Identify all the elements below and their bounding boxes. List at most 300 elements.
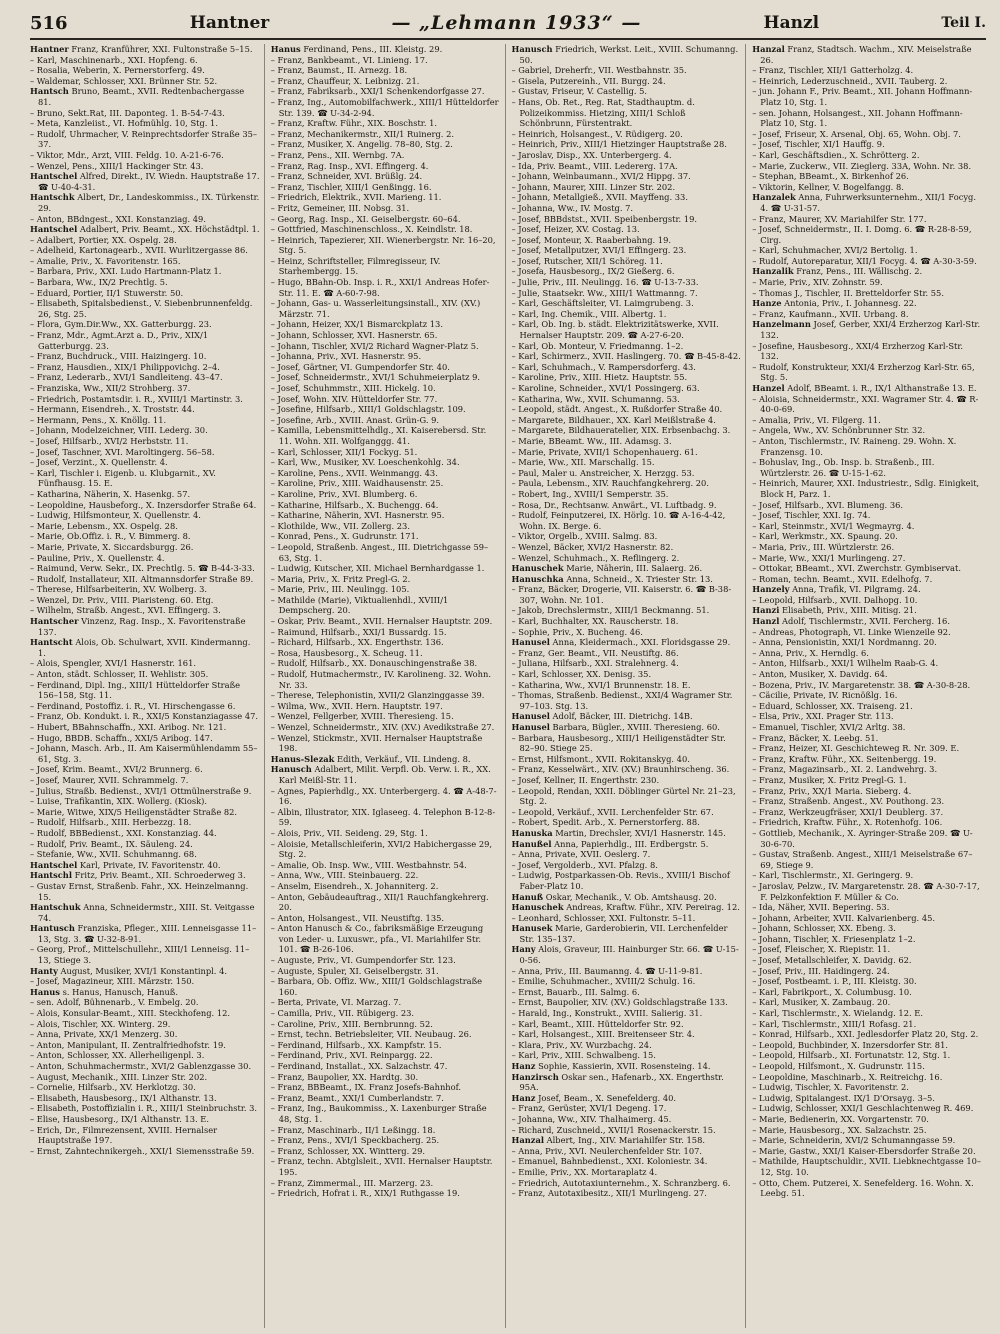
entry-details: – Rudolf, Konstrukteur, XXI/4 Erzherzog Karl-Str. 65, Stg. 5. (752, 361, 975, 383)
entry-details: – Franz, Priv., XX/1 Maria. Sieberg. 4. (752, 785, 912, 796)
directory-entry (271, 923, 501, 955)
entry-details: Ferdinand, Pens., III. Kleistg. 29. (303, 44, 443, 54)
entry-surname: Hanus (30, 986, 60, 997)
directory-entry (30, 1050, 260, 1061)
directory-entry (512, 722, 742, 733)
entry-details: – Franz, Lederarb., XVI/1 Sandleiteng. 43–47. (30, 372, 223, 383)
entry-surname: Hanzalik (752, 266, 794, 277)
entry-details: – Rudolf, Feinputzerei, IX. Hörlg. 10. ☎ A-16-4-42, Wohn. IX. Berge. 6. (511, 510, 726, 531)
directory-entry (512, 1019, 742, 1030)
entry-details: – Katharine, Näherin, XVI. Hasnerstr. 95. (270, 510, 445, 521)
directory-entry (30, 1082, 260, 1093)
entry-details: – Karl, Schlosser, XII/1 Fockyg. 51. (270, 446, 418, 457)
directory-entry (512, 76, 742, 87)
entry-details: – Leonhard, Schlosser, XXI. Fultonstr. 5–11. (511, 912, 696, 923)
entry-details: – Josef, Krim. Beamt., XVI/2 Brunnerg. 6. (30, 764, 203, 775)
directory-entry (271, 1082, 501, 1093)
directory-entry (512, 574, 742, 585)
entry-details: Anna, Kleidermach., XXI. Floridsgasse 29. (552, 637, 731, 648)
directory-entry (30, 796, 260, 807)
entry-details: – Agnes, Papierhdlg., XX. Unterbergerg. 4. ☎ A-48-7-16. (270, 785, 497, 807)
entry-details: – Auguste, Priv., VI. Gumpendorfer Str. 123. (270, 955, 456, 966)
entry-details: Franz, Kranführer, XXI. Fultonstraße 5–15. (71, 44, 253, 54)
entry-details: – Adelheid, Kartonagearb., XVII. Wurlitzergasse 86. (30, 245, 248, 256)
directory-entry (271, 182, 501, 193)
directory-entry (30, 574, 260, 585)
entry-details: – Luise, Trafikantin, XIX. Wollerg. (Kiosk). (30, 796, 207, 807)
entry-details: – Leopold, Hilfsarb., XI. Fortunatstr. 12, Stg. 1. (752, 1050, 951, 1061)
directory-entry (30, 55, 260, 66)
entry-details: – Josef, Maurer, XVII. Schrammelg. 7. (30, 774, 189, 785)
directory-entry (271, 330, 501, 341)
directory-entry (752, 807, 982, 818)
entry-details: Anna, Schneidermstr., XIII. St. Veitgasse 74. (38, 902, 255, 923)
directory-entry (752, 605, 982, 616)
entry-details: – Julie, Priv., III. Neulingg. 16. ☎ U-13-7-33. (511, 277, 699, 288)
directory-entry (30, 839, 260, 850)
entry-details: – Karoline, Schneider., XVI/1 Possingerg. 63. (511, 383, 700, 393)
directory-entry (271, 351, 501, 362)
directory-entry (30, 383, 260, 394)
entry-details: Adolf, Tischlermstr., XVII. Fercherg. 16. (782, 616, 950, 627)
entry-details: – Josef, Heizer, XV. Costag. 13. (511, 224, 640, 235)
entry-details: – Rudolf, Hilfsarb., XX. Donauschingenstraße 38. (270, 658, 478, 669)
directory-entry (30, 743, 260, 764)
entry-details: Josef, Beam., X. Senefelderg. 40. (538, 1092, 677, 1103)
directory-entry (30, 1072, 260, 1083)
directory-entry (512, 129, 742, 140)
entry-details: – Johann, Tischler, X. Friesenplatz 1–2. (752, 933, 916, 944)
directory-entry (30, 425, 260, 436)
entry-details: – Karl, Geschäftsleiter, VI. Laimgrubeng. 3. (511, 298, 694, 309)
entry-details: – Heinrich, Holsangest., V. Rüdigerg. 20. (511, 128, 683, 139)
entry-details: – Johann, Maurer, XIII. Linzer Str. 202. (511, 181, 676, 192)
entry-details: – Erich, Dr., Filmrezensent, XVIII. Hernalser Hauptstraße 197. (30, 1124, 218, 1146)
directory-entry (752, 1029, 982, 1040)
directory-entry (752, 288, 982, 299)
page-header (30, 8, 986, 40)
entry-details: – Anna, Priv., XVI. Neulerchenfelder Str. 107. (511, 1145, 703, 1156)
entry-details: – Raimund, Verw. Sekr., IX. Prechtlg. 5. ☎ B-44-3-33. (30, 563, 255, 574)
entry-details: Alois, Graveur, III. Hainburger Str. 66. ☎ U-15-0-56. (519, 944, 739, 966)
entry-details: – Karl, Steinmstr., XVI/1 Wegmayrg. 4. (752, 520, 915, 531)
entry-details: – Margarete, Bildhaueratelier, XIX. Erbsenbachg. 3. (511, 425, 731, 436)
entry-details: – Ernst, Hilfsmont., XVII. Rokitanskyg. 40. (511, 753, 690, 764)
entry-details: – Caroline, Priv., XIII. Bernbrunng. 52. (270, 1018, 433, 1029)
directory-entry (512, 150, 742, 161)
entry-details: – Rosa, Hausbesorg., X. Scheug. 11. (270, 647, 423, 658)
entry-details: – Karl, Priv., XIII. Schwalbeng. 15. (511, 1050, 656, 1061)
directory-entry (512, 1040, 742, 1051)
directory-entry (30, 1146, 260, 1157)
entry-surname: Hanusel (511, 637, 550, 648)
entry-details: – Johanna, Priv., XVI. Hasnerstr. 95. (270, 351, 422, 362)
entry-details: – Elise, Hausbesorg., IX/1 Althanstr. 13. E. (30, 1113, 209, 1124)
directory-entry (271, 383, 501, 394)
directory-entry (752, 341, 982, 362)
directory-entry (512, 1156, 742, 1167)
entry-details: – Friedrich, Autotaxiunternehm., X. Schranzberg. 6. (511, 1177, 731, 1188)
directory-entry (271, 1188, 501, 1199)
entry-details: – Gottlieb, Mechanik., X. Ayringer-Straße 209. ☎ U-30-6-70. (752, 827, 973, 849)
entry-details: – Stephan, BBeamt., X. Birkenhof 26. (752, 171, 909, 182)
directory-entry (271, 489, 501, 500)
directory-entry (271, 637, 501, 648)
entry-details: – Amalia, Priv., VI. Filgerg. 11. (752, 414, 881, 425)
entry-details: – Cornelie, Hilfsarb., XV. Herklotzg. 30. (30, 1082, 196, 1093)
entry-surname: Hanzirsch (511, 1071, 559, 1082)
directory-entry (30, 881, 260, 902)
directory-entry (30, 351, 260, 362)
directory-entry (752, 298, 982, 309)
entry-details: – Franz, Mechanikermstr., XII/1 Ruinerg. 2. (270, 128, 455, 139)
entry-details: – Anton, Schlosser, XX. Allerheiligenpl. 3. (30, 1050, 205, 1061)
entry-details: Adolf, Bäcker, III. Dietrichg. 14B. (552, 711, 693, 722)
entry-details: – Franz, Schneider, XVI. Brüßlg. 24. (270, 171, 423, 182)
directory-entry (752, 1146, 982, 1157)
entry-details: – Heinrich, Maurer, XXI. Industriestr., Sdlg. Einigkeit, Block H, Parz. 1. (752, 478, 980, 499)
entry-details: – Emanuel, Tischler, XVI/2 Arltg. 38. (752, 722, 906, 732)
entry-details: – Rudolf, Hilfsarb., XIII. Herbezzg. 18. (30, 817, 192, 828)
entry-details: – Wenzel, Schuhmach., X. Reflingerg. 2. (511, 552, 680, 563)
directory-entry (271, 1156, 501, 1177)
directory-entry (512, 139, 742, 150)
directory-entry (271, 457, 501, 468)
directory-entry (271, 256, 501, 277)
entry-details: – Josef, Vergolderb., XVI. Pfalzg. 8. (511, 859, 658, 870)
entry-details: – Marie, Private, X. Siccardsburgg. 26. (30, 541, 194, 552)
directory-entry (752, 1178, 982, 1199)
entry-surname: Hanzalek (752, 192, 796, 203)
entry-surname: Hantscher (30, 616, 79, 627)
entry-details: – Ludwig, Tischler, X. Favoritenstr. 2. (752, 1082, 909, 1093)
entry-details: Alois, Ob. Schulwart, XVII. Kindermanng. 1. (38, 637, 251, 658)
directory-entry (512, 65, 742, 76)
entry-details: – Marie, Witwe, XIX/5 Heiligenstädter Straße 82. (30, 806, 238, 817)
entry-details: – Hermann, Pens., X. Knöllg. 11. (30, 414, 167, 425)
directory-entry (271, 1050, 501, 1061)
directory-entry (30, 563, 260, 574)
directory-entry (271, 1146, 501, 1157)
directory-entry (752, 627, 982, 638)
entry-details: – Franz, Gerüster, XVI/1 Degeng. 17. (511, 1103, 667, 1114)
directory-entry (752, 161, 982, 172)
entry-details: – Gustav, Straßenb. Angest., XIII/1 Meiselstraße 67–69, Stiege 9. (752, 849, 973, 870)
entry-surname: Hanzelmann (752, 319, 811, 330)
directory-entry (30, 1008, 260, 1019)
entry-details: – Franz, Baupolier, XX. Hardtg. 30. (270, 1071, 419, 1082)
entry-surname: Hanuschka (511, 573, 564, 584)
entry-details: – Karl, Ob. Monteur, V. Friedmanng. 1–2. (511, 340, 684, 351)
entry-details: – Leopold, Straßenb. Angest., III. Dietrichgasse 59–63, Stg. 1. (270, 541, 489, 563)
directory-entry (271, 892, 501, 913)
directory-entry (512, 362, 742, 373)
directory-entry (752, 192, 982, 213)
entry-details: – Aloisie, Metallschleiferin, XVI/2 Habichergasse 29, Stg. 2. (270, 838, 493, 860)
directory-entry (752, 415, 982, 426)
entry-details: Adolf, BBeamt. i. R., IX/1 Althanstraße 13. E. (787, 383, 977, 393)
column-1 (30, 44, 265, 1328)
directory-entry (752, 680, 982, 691)
directory-entry (512, 1178, 742, 1189)
entry-details: – Friedrich, Postamtsdir. i. R., XVIII/1 Martinstr. 3. (30, 393, 243, 404)
entry-details: – Heinrich, Priv., XIII/1 Hietzinger Hauptstraße 28. (511, 139, 727, 150)
directory-entry (752, 1061, 982, 1072)
directory-entry (752, 362, 982, 383)
directory-entry (512, 648, 742, 659)
entry-surname: Hanzal (511, 1135, 544, 1146)
directory-entry (271, 394, 501, 405)
directory-entry (271, 807, 501, 828)
entry-details: – Josef, Schuhmmstr., XIII. Hickelg. 10. (270, 383, 436, 393)
directory-entry (512, 637, 742, 648)
entry-details: – Ludwig, Hilfsmonteur, X. Quellenstr. 4. (30, 510, 201, 521)
directory-entry (752, 436, 982, 457)
directory-entry (512, 828, 742, 839)
entry-details: – Thomas, Straßenb. Bedienst., XXI/4 Wagramer Str. 97–103. Stg. 13. (511, 690, 733, 711)
entry-details: Fritz, Priv. Beamt., XII. Schroederweg 3. (74, 870, 246, 881)
directory-entry (512, 235, 742, 246)
directory-entry (30, 849, 260, 860)
entry-details: – Ferdinand, Priv., XVI. Reinpargg. 22. (270, 1050, 433, 1061)
directory-entry (752, 553, 982, 564)
directory-entry (30, 605, 260, 616)
directory-entry (752, 76, 982, 87)
directory-entry (271, 913, 501, 924)
directory-entry (30, 595, 260, 606)
directory-entry (271, 55, 501, 66)
directory-entry (512, 468, 742, 479)
directory-entry (752, 722, 982, 733)
entry-details: – Mathilde (Marie), Viktualienhdl., XVIII/1 Dempscherg. 20. (270, 594, 449, 616)
directory-entry (30, 902, 260, 923)
entry-details: – Alois, Konsular-Beamt., XIII. Steckhofeng. 12. (30, 1008, 231, 1019)
entry-details: – Ernst, Zahntechnikergeh., XXI/1 Siemensstraße 59. (30, 1145, 255, 1156)
directory-entry (30, 362, 260, 373)
directory-entry (30, 976, 260, 987)
directory-entry (512, 277, 742, 288)
entry-details: – Ferdinand, Installat., XX. Salzachstr. 47. (270, 1061, 448, 1071)
directory-entry (752, 997, 982, 1008)
entry-details: – Franziska, Ww., XII/2 Strohberg. 37. (30, 383, 191, 393)
directory-entry (752, 976, 982, 987)
entry-details: – Anton, Schuhmachermstr., XVI/2 Gablenzgasse 30. (30, 1061, 252, 1071)
entry-details: – Barbara, Ob. Offiz. Ww., XIII/1 Goldschlagstraße 160. (270, 976, 483, 997)
entry-details: – Karl, Tischlermstr., XI. Geringerg. 9. (752, 870, 914, 881)
entry-details: – Marie, Zuckerw., VII. Zieglerg. 33A, Wohn. Nr. 38. (752, 160, 972, 171)
entry-details: – Barbara, Hausbesorg., XIII/1 Heiligenstädter Str. 82–90. Stiege 25. (511, 732, 726, 754)
entry-details: – Franz, Pens., XVI/1 Speckbacherg. 25. (270, 1135, 440, 1146)
entry-details: – Waldemar, Schlosser, XXI. Brünner Str. 52. (30, 75, 218, 86)
directory-entry (512, 1072, 742, 1093)
directory-entry (30, 521, 260, 532)
entry-details: – Johann, Modelzeichner, VIII. Lederg. 30. (30, 425, 208, 436)
entry-details: – Johann, Heizer, XX/1 Bismarckplatz 13. (270, 319, 443, 330)
directory-title: — „Lehmann 1933“ — (391, 12, 642, 34)
directory-entry (271, 584, 501, 595)
entry-surname: Hantusch (30, 923, 75, 934)
directory-entry (30, 457, 260, 468)
directory-entry (752, 955, 982, 966)
entry-details: Marie, Garderobierin, VII. Lerchenfelder Str. 135–137. (519, 923, 728, 944)
entry-details: – Leopold, Hilfsarb., XVII. Dalhopg. 10. (752, 594, 918, 605)
entry-details: – Margarete, Bildhauer., XX. Karl Meißlstraße 4. (511, 414, 716, 425)
entry-surname: Hanuß (511, 891, 544, 902)
directory-entry (271, 298, 501, 319)
entry-details: – Josef, Friseur, X. Arsenal, Obj. 65, Wohn. Obj. 7. (752, 128, 961, 139)
directory-entry (752, 563, 982, 574)
directory-entry (512, 944, 742, 965)
directory-entry (271, 1093, 501, 1104)
entry-details: – Amalie, Priv., X. Favoritenstr. 165. (30, 255, 181, 266)
directory-entry (512, 266, 742, 277)
directory-entry (752, 425, 982, 436)
entry-details: Anna, Schneid., X. Triester Str. 13. (566, 573, 713, 584)
entry-details: – Franz, Ger. Beamt., VII. Neustiftg. 86. (511, 647, 679, 658)
entry-details: – Maria, Priv., X. Fritz Pregl-G. 2. (270, 573, 411, 584)
directory-entry (30, 775, 260, 786)
entry-details: – Rudolf, Uhrmacher, V. Reinprechtsdorfer Straße 35–37. (30, 128, 258, 150)
directory-entry (271, 881, 501, 892)
directory-entry (512, 923, 742, 944)
entry-details: – Konrad, Hilfsarb., XXI. Jedlesdorfer Platz 20, Stg. 2. (752, 1029, 979, 1040)
column-3 (512, 44, 747, 1328)
entry-details: – Barbara, Ww., IX/2 Prechtlg. 5. (30, 277, 168, 288)
entry-details: – Josef, Schneidermstr., XVI/1 Schuhmeierplatz 9. (270, 372, 480, 383)
entry-details: – Franz, Maschinarb., II/1 Leßingg. 18. (270, 1124, 436, 1135)
directory-entry (30, 266, 260, 277)
entry-details: – Otto, Chem. Putzerei, X. Senefelderg. 16. Wohn. X. Leebg. 51. (752, 1177, 974, 1199)
entry-details: – Albin, Illustrator, XIX. Iglaseeg. 4. Telephon B-12-8-59. (270, 806, 496, 828)
entry-details: – Franz, Autotaxibesitz., XII/1 Murlingeng. 27. (511, 1188, 707, 1199)
directory-entry (512, 341, 742, 352)
entry-surname: Hany (511, 944, 536, 955)
entry-details: – jun. Johann F., Priv. Beamt., XII. Johann Hoffmann-Platz 10, Stg. 1. (752, 86, 973, 107)
entry-details: Adalbert, Milit. Verpfl. Ob. Verw. i. R., XX. Karl Meißl-Str. 11. (278, 764, 491, 785)
entry-details: – Wenzel, Dr. Priv., VIII. Piaristeng. 60. Etg. (30, 594, 214, 605)
directory-entry (512, 394, 742, 405)
directory-entry (512, 658, 742, 669)
directory-entry (752, 711, 982, 722)
directory-entry (30, 214, 260, 225)
entry-details: – Franz, Ing., Baukommiss., X. Laxenburger Straße 48, Stg. 1. (270, 1103, 487, 1124)
entry-details: – Ferdinand, Dipl. Ing., XIII/1 Hütteldorfer Straße 156–158, Stg. 11. (30, 679, 241, 701)
directory-entry (30, 828, 260, 839)
entry-details: – Wilma, Ww., XVII. Hern. Hauptstr. 197. (270, 700, 443, 711)
entry-details: – Anton, Gebäudeauftrag., XII/1 Rauchfangkehrerg. 20. (270, 891, 489, 913)
directory-entry (512, 1167, 742, 1178)
directory-entry (271, 521, 501, 532)
directory-entry (512, 892, 742, 903)
entry-details: – Josef, Wohn. XIV. Hütteldorfer Str. 77. (270, 393, 438, 404)
directory-entry (271, 955, 501, 966)
directory-entry (30, 1040, 260, 1051)
directory-entry (271, 839, 501, 860)
directory-entry (752, 1114, 982, 1125)
directory-entry (30, 542, 260, 553)
directory-entry (271, 319, 501, 330)
entry-details: – Josef, Rutscher, XII/1 Schöreg. 11. (511, 255, 663, 266)
directory-entry (512, 1125, 742, 1136)
left-keyword: Hantner (189, 13, 270, 33)
directory-entry (512, 97, 742, 129)
entry-details: – Franz, Bankbeamt., VI. Linieng. 17. (270, 54, 428, 65)
directory-entry (512, 457, 742, 468)
entry-details: – Johann, Metallgieß., XVII. Mayffeng. 33. (511, 192, 688, 203)
directory-entry (512, 754, 742, 765)
entry-details: – Katharina, Ww., XVI/1 Brunnenstr. 18. E. (511, 679, 691, 690)
directory-entry (512, 447, 742, 458)
entry-details: – Gustav, Friseur, V. Castellig. 5. (511, 86, 648, 97)
entry-details: – Eduard, Schlosser, XX. Traiseng. 21. (752, 700, 913, 711)
entry-details: Sophie, Kassierin, XVII. Rosensteing. 14. (538, 1061, 711, 1071)
entry-details: – Franz, Ob. Kondukt. i. R., XXI/5 Konstanziagasse 47. (30, 711, 259, 722)
entry-details: – Raimund, Hilfsarb., XXI/1 Bussardg. 15. (270, 626, 447, 637)
directory-entry (512, 1050, 742, 1061)
entry-details: Anna, Papierhdlg., III. Erdbergstr. 5. (554, 838, 709, 849)
entry-surname: Hanusek (511, 923, 553, 934)
directory-entry (512, 553, 742, 564)
entry-details: Franz, Stadtsch. Wachm., XIV. Meiselstraße 26. (760, 44, 972, 65)
entry-details: – Johann, Weinbaumann., XVI/2 Hippg. 37. (511, 171, 691, 182)
entry-details: – Leopold, Hilfsmont., X. Gudrunstr. 115. (752, 1061, 925, 1071)
directory-entry (30, 817, 260, 828)
entry-details: – Ida, Priv. Beamt., VIII. Ledererg. 17A. (511, 160, 678, 171)
directory-entry (752, 108, 982, 129)
directory-entry (512, 288, 742, 299)
directory-entry (752, 171, 982, 182)
directory-entry (752, 1125, 982, 1136)
directory-entry (752, 478, 982, 499)
entry-details: – Hugo, BBahn-Ob. Insp. i. R., XXI/1 Andreas Hofer-Str. 11. E. ☎ A-60-7-98. (270, 277, 490, 298)
directory-entry (512, 425, 742, 436)
entry-details: – Auguste, Spuler, XI. Geiselbergstr. 31. (270, 965, 439, 976)
directory-entry (752, 743, 982, 754)
entry-surname: Hanzi (752, 605, 780, 616)
entry-details: – Elisabeth, Spitalsbedienst., V. Siebenbrunnenfeldg. 26, Stg. 25. (30, 298, 253, 319)
entry-details: – Franz, Kesselwärt., XIV. (XV.) Braunhirscheng. 36. (511, 764, 730, 775)
entry-details: – Ludwig, Spitalangest. IX/1 D'Orsayg. 3–5. (752, 1092, 935, 1103)
directory-entry (30, 531, 260, 542)
entry-details: – Anna, Priv., III. Baumanng. 4. ☎ U-11-9-81. (511, 965, 703, 976)
directory-entry (752, 1072, 982, 1083)
directory-entry (271, 595, 501, 616)
directory-entry (512, 913, 742, 924)
entry-details: – Karl, Buchhalter, XX. Rauscherstr. 18. (511, 616, 679, 627)
entry-columns (30, 44, 986, 1328)
entry-details: – Leopold, Verkäuf., XVII. Lerchenfelder Str. 67. (511, 806, 714, 817)
directory-entry (512, 1008, 742, 1019)
directory-entry (512, 1135, 742, 1146)
directory-entry (271, 404, 501, 415)
entry-details: – Konrad, Pens., X. Gudrunstr. 171. (270, 531, 419, 542)
entry-details: – Ferdinand, Postoffiz. i. R., VI. Hirschengasse 6. (30, 700, 236, 711)
entry-details: – Josef, Hilfsarb., XVI/2 Herbststr. 11. (30, 435, 189, 446)
directory-entry (30, 245, 260, 256)
directory-entry (752, 817, 982, 828)
entry-details: – Jakob, Drechslermstr., XIII/1 Beckmanng. 51. (511, 605, 710, 616)
directory-entry (271, 161, 501, 172)
directory-entry (271, 97, 501, 118)
entry-details: – Anton Hanusch & Co., fabriksmäßige Erzeugung von Leder- u. Luxuswr., pfa., VI. Mariahilfer Str. 101. ☎ B-26-106. (270, 923, 484, 955)
entry-details: – Marie, BBeamt. Ww., III. Adamsg. 3. (511, 435, 672, 446)
entry-details: – Franz, Pens., XII. Wernbg. 7A. (270, 149, 405, 160)
directory-entry (512, 1093, 742, 1104)
directory-entry (512, 415, 742, 426)
entry-details: – Alois, Priv., VII. Seideng. 29, Stg. 1. (270, 827, 428, 838)
directory-entry (30, 436, 260, 447)
directory-entry (512, 542, 742, 553)
